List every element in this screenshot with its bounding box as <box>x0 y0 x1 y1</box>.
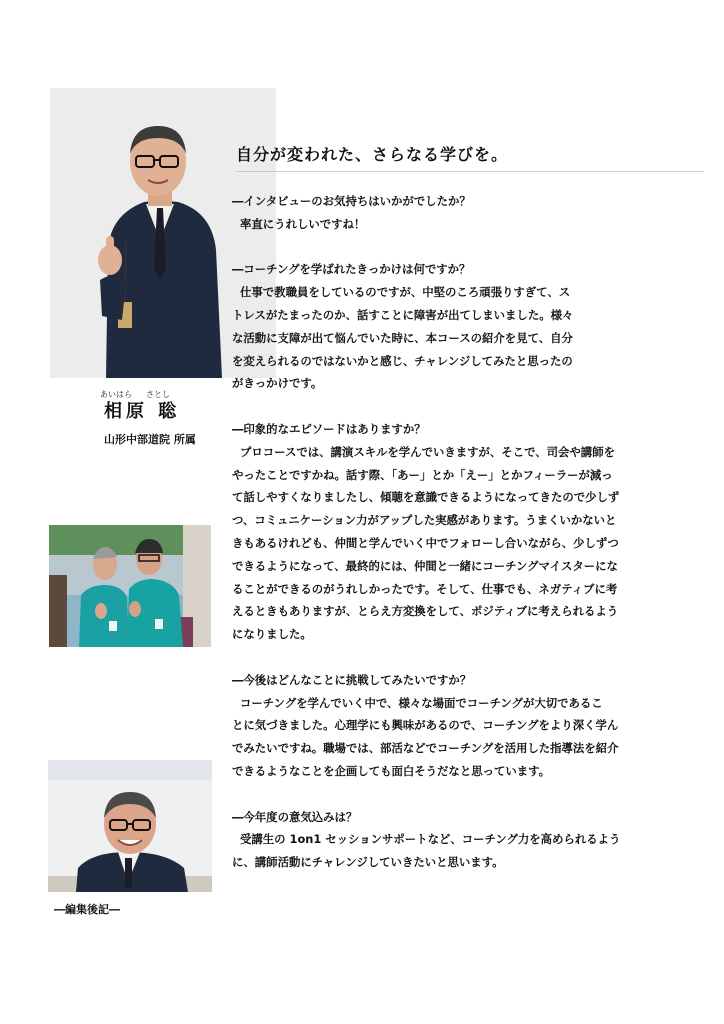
profile-affiliation: 山形中部道院 所属 <box>104 433 196 446</box>
question-1: ―インタビューのお気持ちはいかがでしたか？ <box>232 194 471 208</box>
answer-2-line: な活動に支障が出て悩んでいた時に、本コースの紹介を見て、自分 <box>232 330 573 345</box>
furigana-given: さとし <box>146 390 170 399</box>
answer-3-line: プロコースでは、講演スキルを学んでいきますが、そこで、司会や講師を <box>240 444 615 459</box>
answer-3-line: できるようになって、最終的には、仲間と一緒にコーチングマイスターにな <box>232 558 618 573</box>
editor-photo <box>48 760 212 892</box>
answer-2-line: を変えられるのではないかと感じ、チャレンジしてみたと思ったの <box>232 353 573 368</box>
furigana-surname: あいはら <box>100 390 132 399</box>
answer-2-line: トレスがたまったのか、話すことに障害が出てしまいました。様々 <box>232 307 574 322</box>
editor-postscript-label: ―編集後記― <box>54 903 120 916</box>
group-photo <box>49 525 211 647</box>
answer-3-line: になりました。 <box>232 627 312 642</box>
answer-1-line: 率直にうれしいですね！ <box>240 216 366 231</box>
question-2: ―コーチングを学ばれたきっかけは何ですか？ <box>232 262 471 277</box>
answer-4-line: できるようなことを企画しても面白そうだなと思っています。 <box>232 763 551 778</box>
answer-2-line: がきっかけです。 <box>232 376 323 391</box>
answer-3-line: て話しやすくなりましたし、傾聴を意識できるようになってきたので少しず <box>232 490 620 505</box>
portrait-photo <box>96 120 224 378</box>
article-heading: 自分が変われた、さらなる学びを。 <box>236 145 509 164</box>
answer-4-line: でみたいですね。職場では、部活などでコーチングを活用した指導法を紹介 <box>232 741 619 756</box>
profile-name: 相原 聡 <box>104 401 181 422</box>
answer-3-line: ることができるのがうれしかったです。そして、仕事でも、ネガティブに考 <box>232 581 618 596</box>
answer-5-line: 受講生の 1on1 セッションサポートなど、コーチング力を高められるよう <box>240 832 621 847</box>
answer-4-line: コーチングを学んでいく中で、様々な場面でコーチングが大切であるこ <box>240 695 603 710</box>
answer-5-line: に、講師活動にチャレンジしていきたいと思います。 <box>232 855 504 870</box>
answer-4-line: とに気づきました。心理学にも興味があるので、コーチングをより深く学ん <box>232 718 619 733</box>
answer-3-line: やったことですかね。話す際、「あー」とか「えー」とかフィーラーが減っ <box>232 467 613 482</box>
question-3: ―印象的なエピソードはありますか？ <box>232 421 426 436</box>
answer-2-line: 仕事で教職員をしているのですが、中堅のころ頑張りすぎて、ス <box>240 285 571 300</box>
answer-3-line: つ、コミュニケーション力がアップした実感があります。うまくいかないと <box>232 513 617 528</box>
interview-body <box>232 190 662 874</box>
heading-divider <box>236 171 704 172</box>
question-5: ―今年度の意気込みは？ <box>232 809 358 824</box>
answer-3-line: えるときもありますが、とらえ方変換をして、ポジティブに考えられるよう <box>232 604 619 619</box>
question-4: ―今後はどんなことに挑戦してみたいですか？ <box>232 672 472 687</box>
answer-3-line: きもあるけれども、仲間と学んでいく中でフォローし合いながら、少しずつ <box>232 535 619 550</box>
